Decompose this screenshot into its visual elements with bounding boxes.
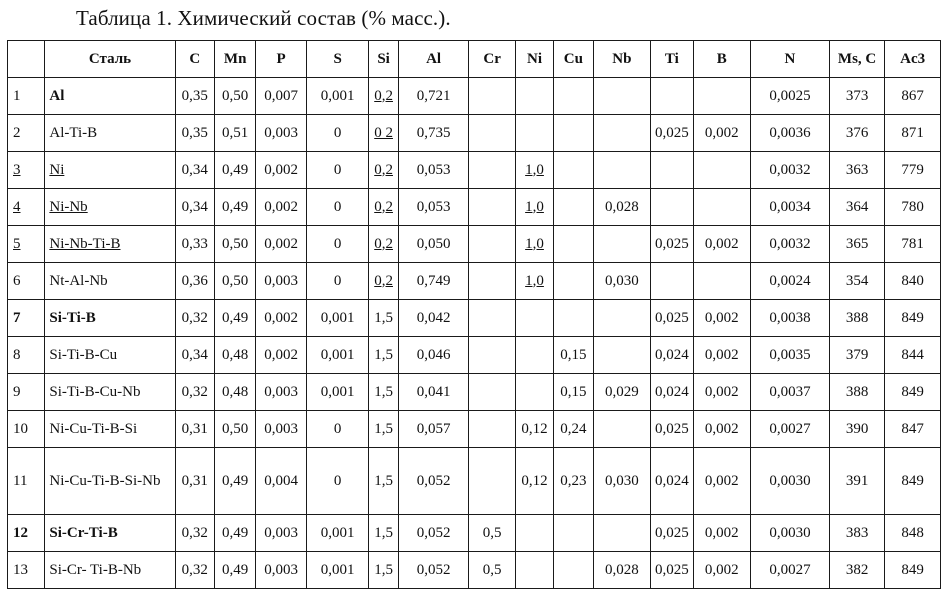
cell-s: 0,001 [306,515,369,552]
cell-p: 0,002 [256,300,306,337]
cell-s: 0 [306,411,369,448]
cell-cr [469,374,515,411]
cell-s: 0 [306,189,369,226]
table-row [8,374,941,411]
cell-al: 0,046 [398,337,469,374]
cell-s: 0,001 [306,552,369,589]
row-number: 6 [8,263,45,300]
cell-p: 0,003 [256,552,306,589]
cell-nb [593,78,651,115]
cell-ac3: 840 [885,263,941,300]
cell-ni [515,78,553,115]
cell-b: 0,002 [693,226,751,263]
cell-c: 0,34 [175,189,214,226]
cell-ni: 1,0 [515,189,553,226]
cell-n: 0,0035 [751,337,830,374]
cell-nb: 0,030 [593,263,651,300]
header-cu: Cu [554,41,593,78]
cell-ac3: 849 [885,300,941,337]
cell-si: 1,5 [369,374,398,411]
cell-si: 1,5 [369,337,398,374]
cell-mn: 0,49 [214,300,255,337]
table-row [8,115,941,152]
cell-al: 0,735 [398,115,469,152]
row-number: 5 [8,226,45,263]
cell-mn: 0,50 [214,78,255,115]
cell-al: 0,050 [398,226,469,263]
cell-n: 0,0030 [751,448,830,515]
cell-si: 0,2 [369,78,398,115]
cell-cr [469,115,515,152]
header-n: N [751,41,830,78]
table-row [8,152,941,189]
cell-p: 0,007 [256,78,306,115]
cell-s: 0,001 [306,374,369,411]
row-number: 9 [8,374,45,411]
cell-mn: 0,49 [214,515,255,552]
cell-b [693,152,751,189]
cell-ac3: 867 [885,78,941,115]
cell-nb [593,226,651,263]
cell-ti: 0,024 [651,448,693,515]
cell-s: 0 [306,152,369,189]
cell-s: 0 [306,263,369,300]
header-row [8,41,941,78]
cell-n: 0,0027 [751,552,830,589]
cell-b: 0,002 [693,448,751,515]
cell-cr [469,152,515,189]
cell-cr [469,448,515,515]
cell-b: 0,002 [693,300,751,337]
cell-cr: 0,5 [469,552,515,589]
row-number: 11 [8,448,45,515]
cell-mn: 0,50 [214,263,255,300]
cell-si: 1,5 [369,515,398,552]
cell-cu [554,189,593,226]
cell-p: 0,002 [256,226,306,263]
cell-ni: 1,0 [515,226,553,263]
steel-name: Nt-Al-Nb [45,263,175,300]
cell-c: 0,32 [175,515,214,552]
cell-s: 0 [306,226,369,263]
header-b: B [693,41,751,78]
cell-b: 0,002 [693,115,751,152]
cell-ni [515,115,553,152]
cell-nb: 0,030 [593,448,651,515]
row-number: 13 [8,552,45,589]
cell-b: 0,002 [693,374,751,411]
table-row [8,263,941,300]
header-ms: Ms, C [829,41,885,78]
cell-nb: 0,028 [593,189,651,226]
header-ti: Ti [651,41,693,78]
cell-cu [554,226,593,263]
steel-name: Si-Ti-B-Cu-Nb [45,374,175,411]
header-cr: Cr [469,41,515,78]
cell-n: 0,0025 [751,78,830,115]
cell-c: 0,32 [175,300,214,337]
cell-ni: 0,12 [515,411,553,448]
steel-name: Ni [45,152,175,189]
cell-nb [593,515,651,552]
row-number: 10 [8,411,45,448]
cell-c: 0,35 [175,78,214,115]
cell-ti: 0,024 [651,337,693,374]
cell-cr [469,189,515,226]
cell-cr [469,411,515,448]
cell-ac3: 848 [885,515,941,552]
cell-cu: 0,15 [554,337,593,374]
cell-ni [515,515,553,552]
cell-n: 0,0032 [751,226,830,263]
row-number: 7 [8,300,45,337]
cell-ac3: 847 [885,411,941,448]
header-steel: Сталь [45,41,175,78]
cell-mn: 0,48 [214,374,255,411]
cell-ti: 0,025 [651,552,693,589]
cell-ms: 383 [829,515,885,552]
cell-p: 0,004 [256,448,306,515]
cell-al: 0,052 [398,552,469,589]
cell-c: 0,36 [175,263,214,300]
header-nb: Nb [593,41,651,78]
cell-mn: 0,50 [214,226,255,263]
steel-name: Ni-Cu-Ti-B-Si [45,411,175,448]
cell-mn: 0,48 [214,337,255,374]
cell-s: 0,001 [306,78,369,115]
cell-s: 0,001 [306,300,369,337]
cell-ms: 388 [829,374,885,411]
cell-mn: 0,49 [214,152,255,189]
cell-cu [554,115,593,152]
table-caption: Таблица 1. Химический состав (% масс.). [76,6,451,30]
cell-p: 0,003 [256,515,306,552]
row-number: 8 [8,337,45,374]
steel-name: Si-Cr- Ti-B-Nb [45,552,175,589]
cell-si: 0 2 [369,115,398,152]
cell-si: 0,2 [369,263,398,300]
cell-p: 0,003 [256,411,306,448]
table-row [8,78,941,115]
cell-ac3: 779 [885,152,941,189]
steel-name: Si-Ti-B [45,300,175,337]
steel-name: Si-Cr-Ti-B [45,515,175,552]
cell-ti [651,189,693,226]
table-row [8,300,941,337]
cell-cu [554,78,593,115]
cell-ac3: 780 [885,189,941,226]
cell-ti: 0,025 [651,115,693,152]
cell-cr [469,263,515,300]
composition-table [7,40,941,589]
cell-al: 0,053 [398,189,469,226]
row-number: 3 [8,152,45,189]
table-row [8,448,941,515]
header-mn: Mn [214,41,255,78]
cell-si: 1,5 [369,300,398,337]
cell-cu: 0,24 [554,411,593,448]
steel-name: Al-Ti-B [45,115,175,152]
cell-p: 0,002 [256,189,306,226]
cell-ti: 0,025 [651,300,693,337]
cell-al: 0,041 [398,374,469,411]
cell-n: 0,0036 [751,115,830,152]
cell-c: 0,31 [175,411,214,448]
steel-name: Si-Ti-B-Cu [45,337,175,374]
cell-ti [651,152,693,189]
cell-nb [593,411,651,448]
cell-cr: 0,5 [469,515,515,552]
cell-ac3: 871 [885,115,941,152]
header-s: S [306,41,369,78]
cell-ac3: 849 [885,448,941,515]
cell-ms: 390 [829,411,885,448]
cell-s: 0 [306,115,369,152]
header-ni: Ni [515,41,553,78]
cell-si: 1,5 [369,448,398,515]
cell-p: 0,002 [256,337,306,374]
cell-ti: 0,025 [651,411,693,448]
cell-ni: 1,0 [515,263,553,300]
cell-b: 0,002 [693,552,751,589]
cell-c: 0,34 [175,337,214,374]
cell-ni [515,337,553,374]
cell-p: 0,003 [256,263,306,300]
cell-c: 0,33 [175,226,214,263]
table-row [8,515,941,552]
cell-ms: 391 [829,448,885,515]
header-p: P [256,41,306,78]
cell-nb [593,300,651,337]
row-number: 12 [8,515,45,552]
cell-n: 0,0027 [751,411,830,448]
cell-mn: 0,50 [214,411,255,448]
cell-cu: 0,15 [554,374,593,411]
header-ac3: Ac3 [885,41,941,78]
cell-b [693,263,751,300]
cell-n: 0,0037 [751,374,830,411]
cell-mn: 0,51 [214,115,255,152]
table-row [8,226,941,263]
cell-b [693,78,751,115]
cell-ms: 364 [829,189,885,226]
header-si: Si [369,41,398,78]
table-row [8,552,941,589]
cell-al: 0,052 [398,515,469,552]
cell-ti: 0,025 [651,515,693,552]
row-number: 1 [8,78,45,115]
cell-si: 1,5 [369,552,398,589]
cell-ac3: 849 [885,374,941,411]
cell-al: 0,052 [398,448,469,515]
cell-si: 0,2 [369,152,398,189]
cell-ni: 1,0 [515,152,553,189]
cell-b: 0,002 [693,337,751,374]
steel-name: Ni-Nb [45,189,175,226]
cell-p: 0,003 [256,374,306,411]
cell-ms: 382 [829,552,885,589]
table-row [8,411,941,448]
cell-mn: 0,49 [214,189,255,226]
cell-ti: 0,024 [651,374,693,411]
cell-si: 1,5 [369,411,398,448]
cell-b [693,189,751,226]
cell-ms: 363 [829,152,885,189]
steel-name: Al [45,78,175,115]
cell-c: 0,32 [175,552,214,589]
cell-al: 0,721 [398,78,469,115]
cell-nb: 0,029 [593,374,651,411]
cell-c: 0,32 [175,374,214,411]
cell-n: 0,0034 [751,189,830,226]
cell-ni [515,300,553,337]
cell-nb: 0,028 [593,552,651,589]
table-row [8,189,941,226]
cell-p: 0,002 [256,152,306,189]
row-number: 2 [8,115,45,152]
cell-ti [651,78,693,115]
header-al: Al [398,41,469,78]
steel-name: Ni-Nb-Ti-B [45,226,175,263]
cell-s: 0,001 [306,337,369,374]
cell-ti: 0,025 [651,226,693,263]
cell-n: 0,0038 [751,300,830,337]
cell-ms: 373 [829,78,885,115]
cell-cr [469,78,515,115]
cell-cr [469,337,515,374]
cell-n: 0,0032 [751,152,830,189]
cell-ms: 379 [829,337,885,374]
cell-cr [469,226,515,263]
cell-s: 0 [306,448,369,515]
cell-ms: 354 [829,263,885,300]
cell-si: 0,2 [369,226,398,263]
cell-cu [554,263,593,300]
cell-ac3: 849 [885,552,941,589]
cell-mn: 0,49 [214,552,255,589]
cell-ni [515,552,553,589]
cell-cu [554,300,593,337]
cell-al: 0,057 [398,411,469,448]
table-row [8,337,941,374]
cell-c: 0,35 [175,115,214,152]
cell-ms: 388 [829,300,885,337]
cell-n: 0,0030 [751,515,830,552]
cell-p: 0,003 [256,115,306,152]
header-num [8,41,45,78]
cell-al: 0,749 [398,263,469,300]
cell-ms: 376 [829,115,885,152]
cell-ms: 365 [829,226,885,263]
cell-al: 0,053 [398,152,469,189]
cell-ti [651,263,693,300]
cell-c: 0,31 [175,448,214,515]
cell-al: 0,042 [398,300,469,337]
cell-cu [554,552,593,589]
cell-nb [593,115,651,152]
cell-mn: 0,49 [214,448,255,515]
cell-cu: 0,23 [554,448,593,515]
cell-ac3: 781 [885,226,941,263]
cell-cr [469,300,515,337]
cell-cu [554,515,593,552]
cell-si: 0,2 [369,189,398,226]
cell-ac3: 844 [885,337,941,374]
cell-ni [515,374,553,411]
cell-c: 0,34 [175,152,214,189]
steel-name: Ni-Cu-Ti-B-Si-Nb [45,448,175,515]
cell-cu [554,152,593,189]
cell-b: 0,002 [693,411,751,448]
cell-nb [593,152,651,189]
header-c: C [175,41,214,78]
cell-ni: 0,12 [515,448,553,515]
row-number: 4 [8,189,45,226]
cell-b: 0,002 [693,515,751,552]
cell-n: 0,0024 [751,263,830,300]
cell-nb [593,337,651,374]
